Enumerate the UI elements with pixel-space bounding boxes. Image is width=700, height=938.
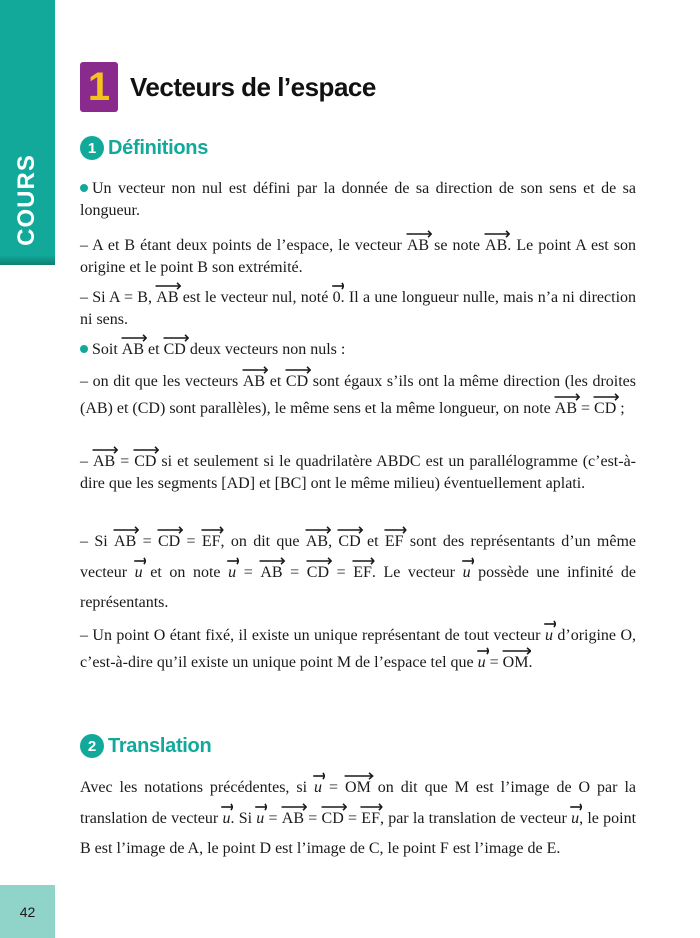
chapter-title: Vecteurs de l’espace — [130, 71, 376, 102]
vector-ef: EF — [202, 526, 221, 550]
chapter-number-badge: 1 — [80, 62, 118, 112]
section-heading-definitions — [80, 136, 208, 160]
vector-ab: AB — [306, 526, 328, 550]
vector-ef: EF — [353, 557, 372, 581]
section-title: Translation — [108, 734, 212, 757]
vector-om: OM — [503, 647, 529, 671]
vector-ab: AB — [485, 230, 507, 254]
vector-u: u — [463, 557, 471, 581]
chapter-heading — [80, 62, 376, 112]
vector-ab: AB — [243, 366, 265, 390]
vector-cd: CD — [322, 803, 344, 827]
section-heading-translation — [80, 734, 211, 758]
vector-u: u — [256, 803, 264, 827]
bullet-icon — [80, 345, 88, 353]
vector-ef: EF — [361, 803, 380, 827]
vector-u: u — [478, 647, 486, 671]
vector-u: u — [545, 620, 553, 644]
paragraph-unique-representative: – Un point O étant fixé, il existe un unique représentant de tout vecteur u d’origine O, c’est-à-dire qu’il existe un unique point M de l’espace tel que u = OM. — [80, 620, 636, 674]
section-number: 2 — [80, 734, 104, 758]
vector-u: u — [571, 803, 579, 827]
paragraph-null-vector: – Si A = B, AB est le vecteur nul, noté 0. Il a une longueur nulle, mais n’a ni direction ni sens. — [80, 282, 636, 331]
vector-ab: AB — [282, 803, 304, 827]
vector-ab: AB — [407, 230, 429, 254]
vector-om: OM — [345, 772, 371, 796]
paragraph-parallelogram: – AB = CD si et seulement si le quadrilatère ABDC est un parallélogramme (c’est-à-dire que les segments [AD] et [BC] ont le même milieu) éventuellement aplati. — [80, 446, 636, 495]
vector-cd: CD — [164, 334, 186, 358]
paragraph-two-vectors: Soit AB et CD deux vecteurs non nuls : — [80, 334, 636, 361]
paragraph-vector-ab: – A et B étant deux points de l’espace, le vecteur AB se note AB. Le point A est son origine et le point B son extrémité. — [80, 230, 636, 279]
paragraph-definition: Un vecteur non nul est défini par la donnée de sa direction de son sens et de sa longueur. — [80, 180, 636, 219]
vector-u: u — [135, 557, 143, 581]
vector-u: u — [228, 557, 236, 581]
vector-u: u — [314, 772, 322, 796]
vector-cd: CD — [286, 366, 308, 390]
vector-ab: AB — [156, 282, 178, 306]
vector-zero: 0 — [333, 282, 341, 306]
vector-ef: EF — [385, 526, 404, 550]
sidebar-strip-shadow — [0, 255, 55, 265]
vector-ab: AB — [93, 446, 115, 470]
cours-label: COURS — [13, 154, 41, 246]
vector-ab: AB — [122, 334, 144, 358]
vector-cd: CD — [594, 393, 616, 417]
paragraph-representatives: – Si AB = CD = EF, on dit que AB, CD et EF sont des représentants d’un même vecteur u et on note u = AB = CD = EF. Le vecteur u possède une infinité de représentants. — [80, 526, 636, 618]
paragraph-equal-vectors: – on dit que les vecteurs AB et CD sont égaux s’ils ont la même direction (les droites (AB) et (CD) sont parallèles), le même sens et la même longueur, on note AB = CD ; — [80, 366, 636, 420]
vector-cd: CD — [158, 526, 180, 550]
vector-cd: CD — [307, 557, 329, 581]
page-number: 42 — [0, 885, 55, 938]
section-number: 1 — [80, 136, 104, 160]
vector-ab: AB — [555, 393, 577, 417]
vector-cd: CD — [134, 446, 156, 470]
vector-cd: CD — [338, 526, 360, 550]
vector-ab: AB — [260, 557, 282, 581]
vector-u: u — [222, 803, 230, 827]
section-title: Définitions — [108, 136, 209, 159]
vector-ab: AB — [114, 526, 136, 550]
bullet-icon — [80, 184, 88, 192]
paragraph-translation: Avec les notations précédentes, si u = OM on dit que M est l’image de O par la translation de vecteur u. Si u = AB = CD = EF, par la translation de vecteur u, le point B est l’image de A, le point D est l’image de C, le point F est l’image de E. — [80, 772, 636, 864]
